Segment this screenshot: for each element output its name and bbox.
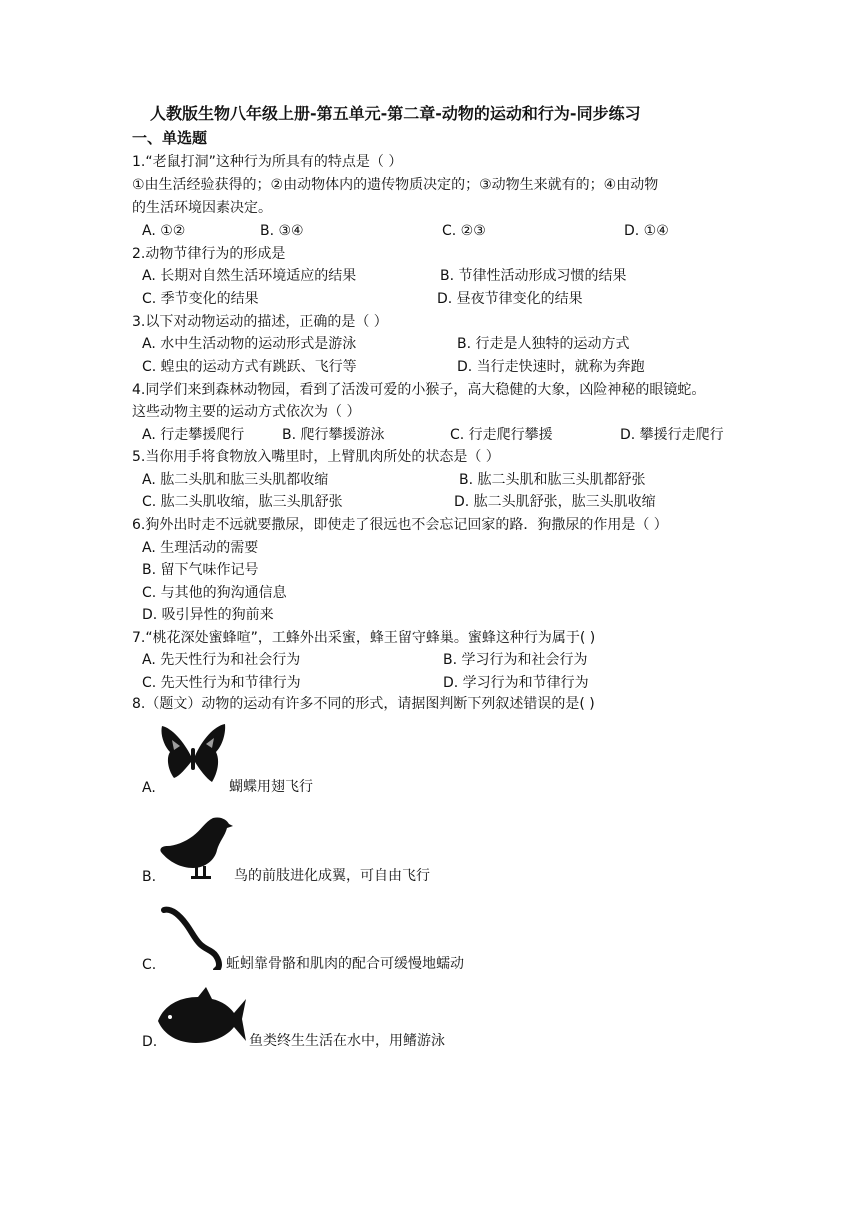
q8-option-b-text: 鸟的前肢进化成翼，可自由飞行 — [234, 868, 430, 884]
carp-icon — [156, 985, 248, 1049]
q8-option-d-letter[interactable]: D. — [142, 1034, 158, 1050]
document-title: 人教版生物八年级上册-第五单元-第二章-动物的运动和行为-同步练习 — [150, 104, 641, 123]
q7-option-c[interactable]: C. 先天性行为和节律行为 — [142, 675, 301, 691]
q8-option-c-letter[interactable]: C. — [142, 957, 157, 973]
q5-option-b[interactable]: B. 肱二头肌和肱三头肌都舒张 — [459, 472, 646, 488]
q3-stem: 3.以下对动物运动的描述，正确的是（ ） — [132, 314, 388, 330]
q1-stem: 1.“老鼠打洞”这种行为所具有的特点是（ ） — [132, 154, 403, 170]
q4-option-c[interactable]: C. 行走爬行攀援 — [450, 427, 553, 443]
q1-option-a[interactable]: A. ①② — [142, 223, 186, 239]
q4-option-d[interactable]: D. 攀援行走爬行 — [620, 427, 724, 443]
q3-option-d[interactable]: D. 当行走快速时，就称为奔跑 — [457, 359, 645, 375]
q5-stem: 5.当你用手将食物放入嘴里时，上臂肌肉所处的状态是（ ） — [132, 449, 500, 465]
q5-option-d[interactable]: D. 肱二头肌舒张，肱三头肌收缩 — [454, 494, 656, 510]
q8-stem: 8.（题文）动物的运动有许多不同的形式，请据图判断下列叙述错误的是( ) — [132, 696, 595, 712]
q2-option-a[interactable]: A. 长期对自然生活环境适应的结果 — [142, 268, 357, 284]
q5-option-c[interactable]: C. 肱二头肌收缩，肱三头肌舒张 — [142, 494, 343, 510]
q3-option-b[interactable]: B. 行走是人独特的运动方式 — [457, 336, 630, 352]
q2-option-d[interactable]: D. 昼夜节律变化的结果 — [437, 291, 583, 307]
q6-stem: 6.狗外出时走不远就要撒尿，即使走了很远也不会忘记回家的路．狗撒尿的作用是（ ） — [132, 517, 668, 533]
q6-option-c[interactable]: C. 与其他的狗沟通信息 — [142, 585, 287, 601]
q6-option-a[interactable]: A. 生理活动的需要 — [142, 540, 259, 556]
section-heading: 一、单选题 — [132, 129, 208, 147]
pigeon-icon — [157, 812, 233, 880]
q4-option-a[interactable]: A. 行走攀援爬行 — [142, 427, 245, 443]
q8-option-a-text: 蝴蝶用翅飞行 — [229, 779, 313, 795]
earthworm-icon — [158, 904, 224, 970]
q1-option-d[interactable]: D. ①④ — [624, 223, 669, 239]
q2-option-b[interactable]: B. 节律性活动形成习惯的结果 — [440, 268, 627, 284]
q3-option-a[interactable]: A. 水中生活动物的运动形式是游泳 — [142, 336, 357, 352]
q8-option-a-letter[interactable]: A. — [142, 780, 156, 796]
q6-option-b[interactable]: B. 留下气味作记号 — [142, 562, 259, 578]
q2-stem: 2.动物节律行为的形成是 — [132, 246, 286, 262]
q4-stem-line2: 这些动物主要的运动方式依次为（ ） — [132, 404, 361, 420]
q1-option-c[interactable]: C. ②③ — [442, 223, 486, 239]
q4-option-b[interactable]: B. 爬行攀援游泳 — [282, 427, 385, 443]
q1-stem-line2: ①由生活经验获得的；②由动物体内的遗传物质决定的；③动物生来就有的；④由动物 — [132, 177, 659, 193]
q8-option-b-letter[interactable]: B. — [142, 869, 157, 885]
q6-option-d[interactable]: D. 吸引异性的狗前来 — [142, 607, 274, 623]
q7-stem: 7.“桃花深处蜜蜂喧”，工蜂外出采蜜，蜂王留守蜂巢。蜜蜂这种行为属于( ) — [132, 630, 596, 646]
q7-option-d[interactable]: D. 学习行为和节律行为 — [443, 675, 589, 691]
q8-option-c-text: 蚯蚓靠骨骼和肌肉的配合可缓慢地蠕动 — [226, 956, 464, 972]
q1-stem-line3: 的生活环境因素决定。 — [132, 200, 272, 216]
q7-option-b[interactable]: B. 学习行为和社会行为 — [443, 652, 588, 668]
butterfly-icon — [158, 722, 228, 792]
q4-stem: 4.同学们来到森林动物园，看到了活泼可爱的小猴子，高大稳健的大象，凶险神秘的眼镜蛇。 — [132, 382, 706, 398]
q5-option-a[interactable]: A. 肱二头肌和肱三头肌都收缩 — [142, 472, 329, 488]
q3-option-c[interactable]: C. 蝗虫的运动方式有跳跃、飞行等 — [142, 359, 357, 375]
q1-option-b[interactable]: B. ③④ — [260, 223, 304, 239]
q7-option-a[interactable]: A. 先天性行为和社会行为 — [142, 652, 301, 668]
q2-option-c[interactable]: C. 季节变化的结果 — [142, 291, 259, 307]
q8-option-d-text: 鱼类终生生活在水中，用鳍游泳 — [249, 1033, 445, 1049]
